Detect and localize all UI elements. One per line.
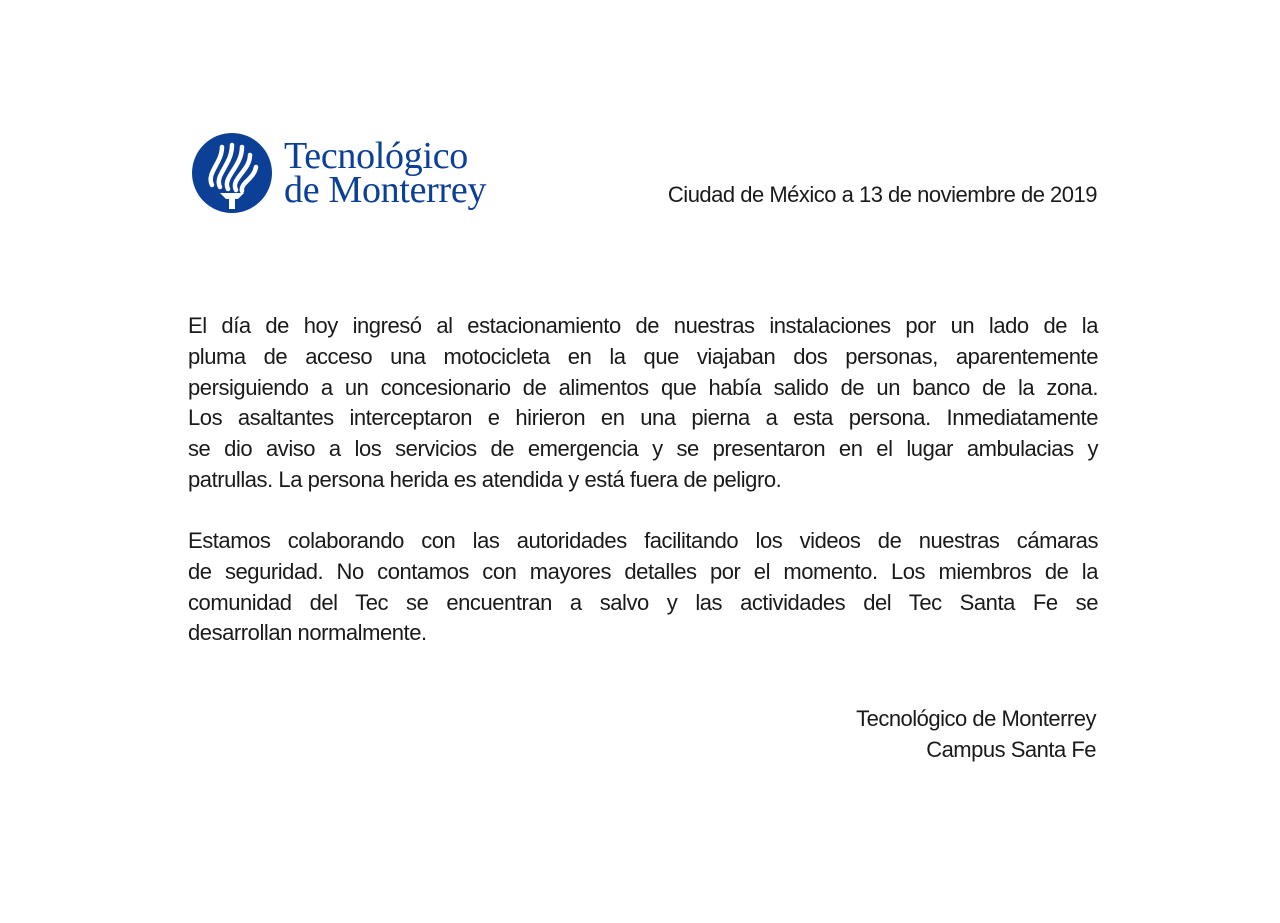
paragraph-2	[188, 526, 1098, 649]
flame-emblem-icon	[192, 133, 272, 213]
signature-institution: Tecnológico de Monterrey	[856, 706, 1096, 731]
tec-logo	[192, 133, 486, 213]
signature	[856, 703, 1096, 765]
document-date: Ciudad de México a 13 de noviembre de 2019	[667, 182, 1097, 207]
text-line: pluma de acceso una motocicleta en la que viajaban dos personas, aparentemente	[188, 343, 1098, 369]
logo-text-line2: de Monterrey	[284, 169, 487, 211]
text-line: patrullas. La persona herida es atendida y está fuera de peligro.	[188, 466, 782, 492]
text-line: se dio aviso a los servicios de emergencia y se presentaron en el lugar ambulacias y	[188, 436, 1098, 462]
text-line: El día de hoy ingresó al estacionamiento de nuestras instalaciones por un lado de la	[188, 313, 1098, 338]
logo-text-line1: Tecnológico	[284, 135, 468, 177]
paragraph-1	[188, 311, 1098, 496]
text-line: persiguiendo a un concesionario de alimentos que había salido de un banco de la zona.	[188, 374, 1098, 400]
signature-campus: Campus Santa Fe	[926, 737, 1096, 762]
text-line: desarrollan normalmente.	[188, 620, 427, 646]
text-line: comunidad del Tec se encuentran a salvo y las actividades del Tec Santa Fe se	[188, 589, 1098, 615]
text-line: Los asaltantes interceptaron e hirieron en una pierna a esta persona. Inmediatamente	[188, 405, 1098, 431]
text-line: Estamos colaborando con las autoridades facilitando los videos de nuestras cámaras	[188, 528, 1098, 553]
text-line: de seguridad. No contamos con mayores detalles por el momento. Los miembros de la	[188, 558, 1098, 584]
